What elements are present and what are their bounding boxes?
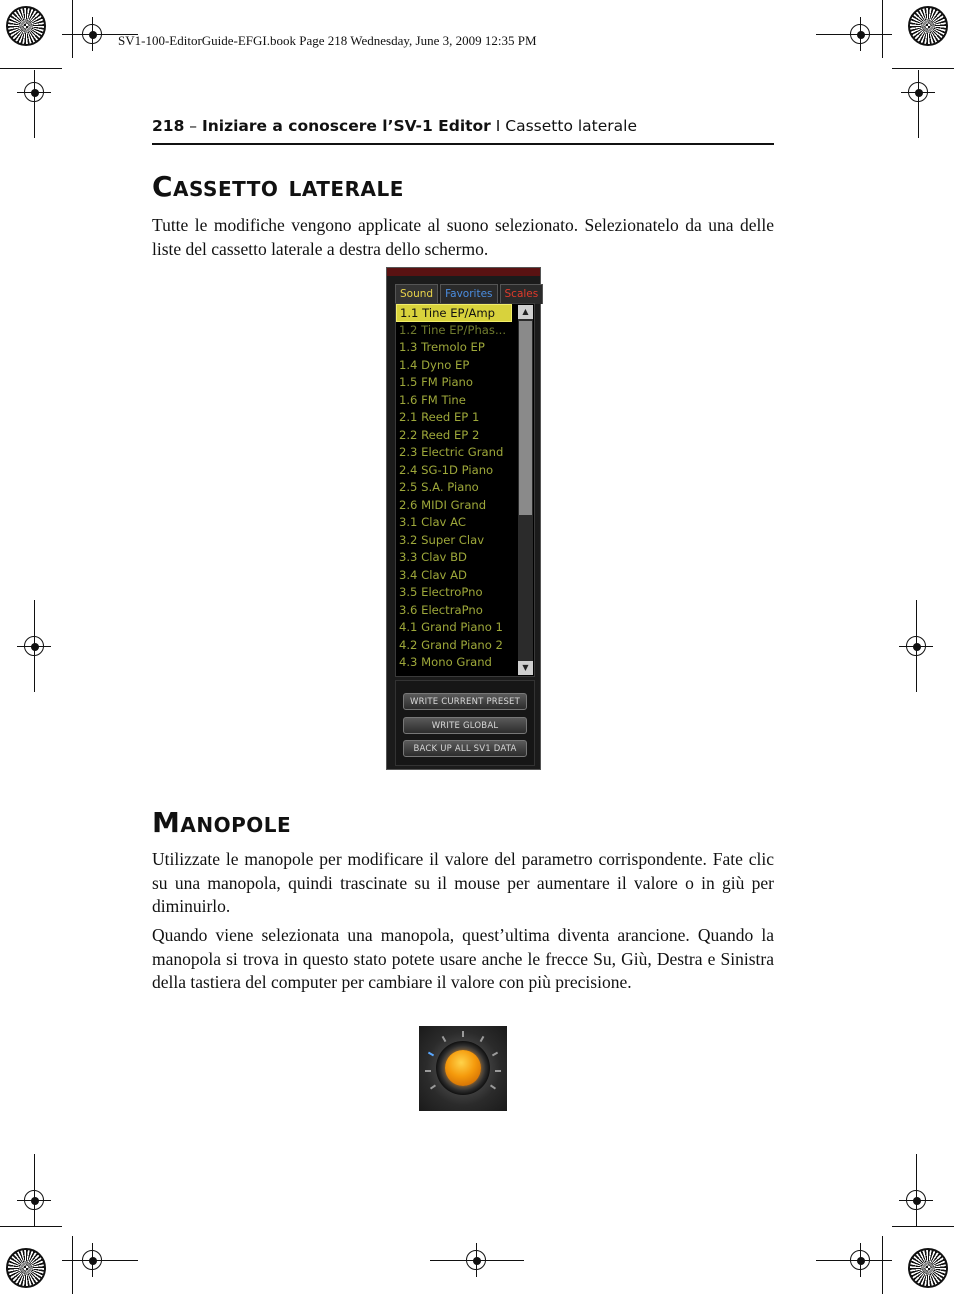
sound-list-item[interactable]: 2.4 SG-1D Piano [399,462,494,477]
sound-list-item[interactable]: 2.2 Reed EP 2 [399,427,480,442]
crop-line [72,0,73,58]
crop-line [882,1236,883,1294]
body-paragraph: Quando viene selezionata una manopola, quest’ultima diventa arancione. Quando la manopola si trova in questo stato potete usare anche le frecce Su, Giù, Destra e Sinistra della tastiera del computer per cambiare il valore con più precisione. [152,925,774,992]
crop-line [0,1226,62,1227]
write-current-preset-button[interactable]: WRITE CURRENT PRESET [403,693,527,710]
sound-list-item[interactable]: 1.3 Tremolo EP [399,340,485,354]
sound-list [395,303,535,677]
write-global-button[interactable]: WRITE GLOBAL [403,717,527,734]
scroll-thumb[interactable] [519,321,532,515]
crop-line [892,1226,954,1227]
crop-line [892,68,954,69]
scroll-down-icon[interactable]: ▼ [518,661,533,675]
tab-sound[interactable]: Sound [395,284,438,304]
section-title: Cassetto laterale [505,117,637,135]
sound-list-item[interactable]: 1.5 FM Piano [399,375,473,389]
knob-tick [428,1052,434,1057]
tab-scales[interactable]: Scales [500,284,544,304]
prepress-slug: SV1-100-EditorGuide-EFGI.book Page 218 Wednesday, June 3, 2009 12:35 PM [118,33,537,48]
drawer-button-area [395,680,535,766]
knob-tick [492,1052,498,1057]
sound-list-item[interactable]: 1.1 Tine EP/Amp [396,304,512,322]
sound-list-item[interactable]: 1.2 Tine EP/Phas... [399,322,506,337]
drawer-tabs [395,284,543,304]
section-heading-cassetto: Cassetto laterale [152,170,404,203]
knob-tick [442,1036,447,1042]
sound-list-item[interactable]: 4.1 Grand Piano 1 [399,620,503,634]
knob-tick [462,1031,464,1037]
crop-line [34,70,35,138]
sound-list-item[interactable]: 4.3 Mono Grand [399,655,492,669]
section-heading-manopole: Manopole [152,806,292,839]
knob-tick [425,1070,431,1072]
running-head-divider: I [490,117,506,135]
drawer-header-bar [387,268,540,276]
sound-list-item[interactable]: 3.4 Clav AD [399,567,467,582]
knob-illustration [419,1026,507,1111]
crop-starburst-top-left [6,6,46,46]
running-head-separator: – [184,117,202,135]
crop-line [882,0,883,58]
list-scrollbar[interactable] [518,305,533,675]
sound-list-item[interactable]: 4.2 Grand Piano 2 [399,637,503,652]
body-paragraph: Tutte le modifiche vengono applicate al suono selezionato. Selezionatelo da una delle liste del cassetto laterale a destra dello schermo. [152,215,774,259]
sound-list-item[interactable]: 1.6 FM Tine [399,392,466,407]
sound-list-item[interactable]: 3.2 Super Clav [399,532,485,547]
crop-line [72,1236,73,1294]
knob-tick [430,1084,436,1089]
crop-line [34,1154,35,1226]
sound-list-item[interactable]: 3.1 Clav AC [399,515,466,529]
crop-line [34,600,35,692]
backup-all-sv1-data-button[interactable]: BACK UP ALL SV1 DATA [403,740,527,757]
page-number: 218 [152,117,185,135]
sound-list-item[interactable]: 2.3 Electric Grand [399,445,504,459]
knob-tick [490,1084,496,1089]
sound-list-item[interactable]: 3.5 ElectroPno [399,585,483,599]
sound-list-item[interactable]: 3.6 ElectraPno [399,602,483,617]
knob-tick [480,1036,485,1042]
tab-favorites[interactable]: Favorites [440,284,497,304]
crop-line [816,1260,892,1261]
sound-list-item[interactable]: 1.4 Dyno EP [399,357,470,372]
running-head [152,117,774,145]
sound-list-item[interactable]: 2.1 Reed EP 1 [399,410,480,424]
crop-starburst-bottom-left [6,1248,46,1288]
knob-tick [495,1070,501,1072]
side-drawer-panel [386,267,541,770]
chapter-title: Iniziare a conoscere l’SV-1 Editor [201,117,491,135]
crop-line [0,68,62,69]
scroll-up-icon[interactable]: ▲ [518,305,533,319]
crop-line [430,1260,524,1261]
crop-starburst-top-right [908,6,948,46]
crop-starburst-bottom-right [908,1248,948,1288]
sound-list-item[interactable]: 3.3 Clav BD [399,550,467,564]
crop-line [816,34,892,35]
crop-line [62,1260,138,1261]
knob-control[interactable] [445,1050,481,1086]
body-paragraph: Utilizzate le manopole per modificare il valore del parametro corrispondente. Fate clic su una manopola, quindi trascinate su il mouse per aumentare il valore o in giù per diminuirlo. [152,849,774,916]
crop-line [916,1154,917,1226]
sound-list-items [396,304,534,672]
crop-line [916,600,917,692]
crop-line [918,70,919,138]
sound-list-item[interactable]: 2.5 S.A. Piano [399,480,479,494]
sound-list-item[interactable]: 2.6 MIDI Grand [399,497,487,512]
